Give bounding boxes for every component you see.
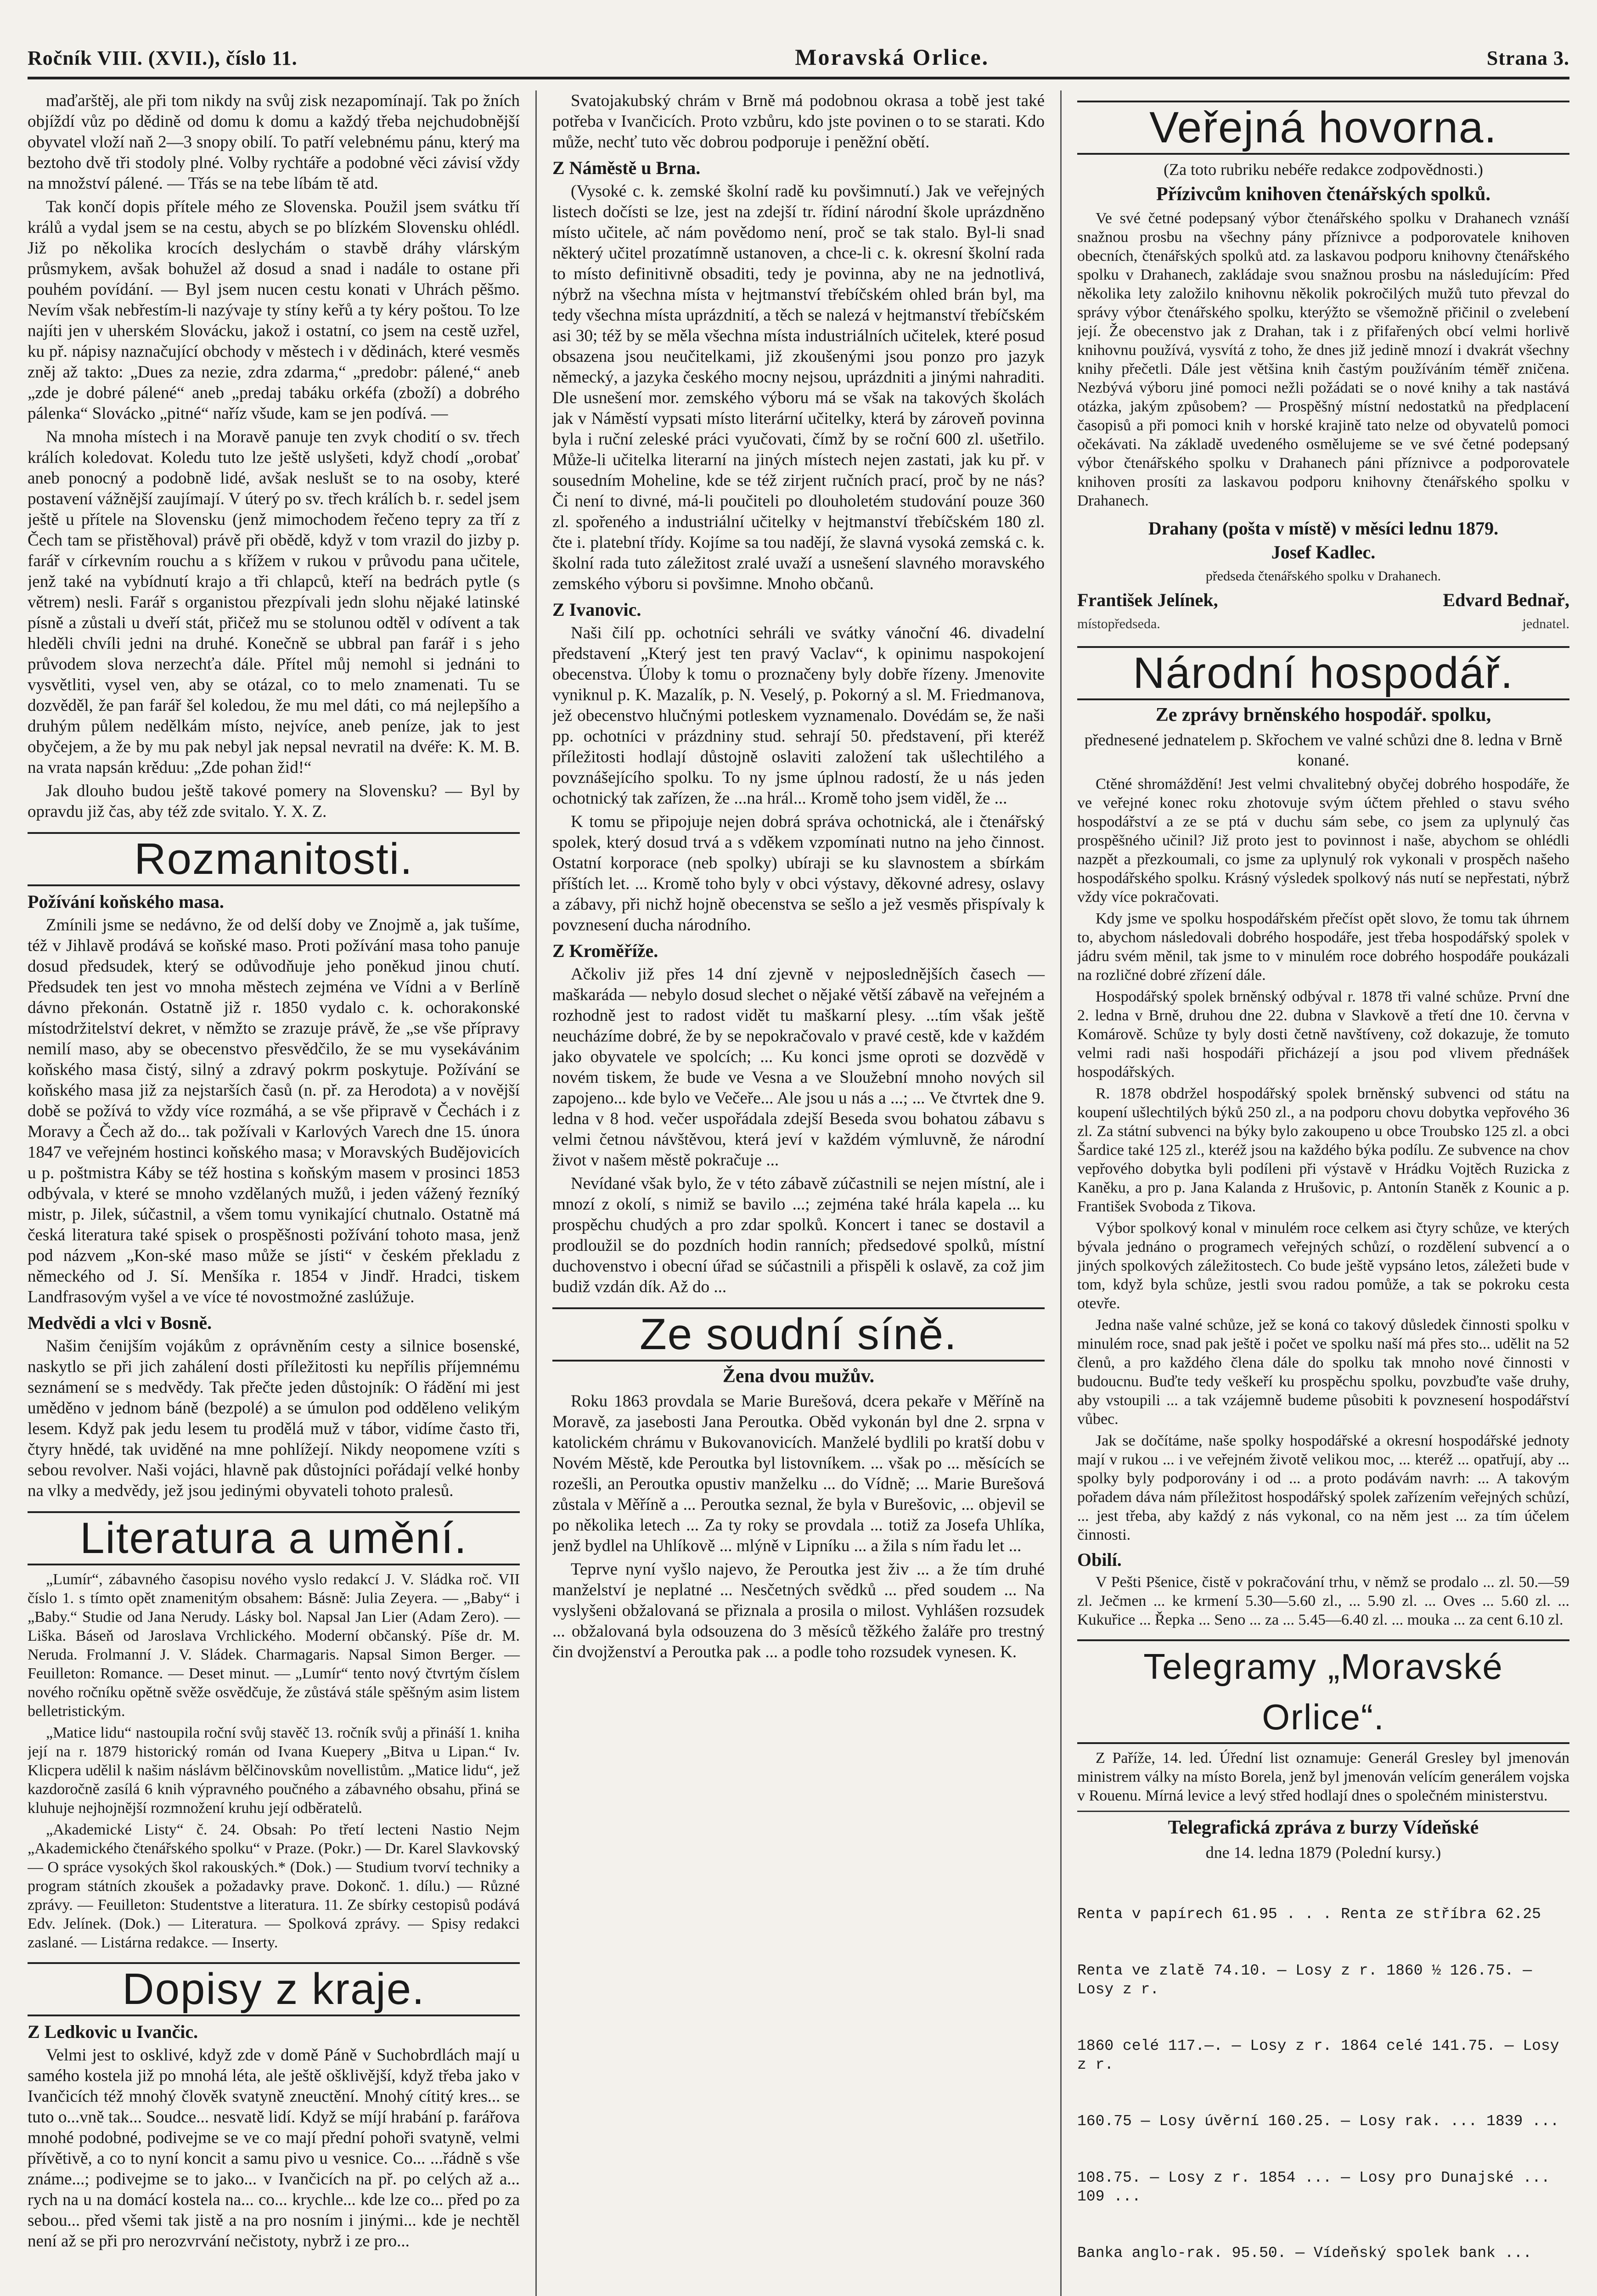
signature-roles	[1077, 612, 1569, 636]
signature-role-right: jednatel.	[1522, 616, 1569, 631]
article-heading: Žena dvou mužův.	[722, 1366, 875, 1387]
signature-name-right: Edvard Bednař,	[1443, 590, 1569, 610]
article-paragraph: Jedna naše valné schůze, jež se koná co takový důsledek činnosti spolku v minulém roce, snad pak ještě i počet ve spolku naší má přes sto... udělit na 52 členů, a pro každého člena dále do spolku tak mnoho nové činnosti v budoucnu. Buďte tedy veškeří ku prospěchu spolku, povzbuďte vaše druhy, aby vstoupili ... a tak vzájemně budeme působiti k povznesení hospodářství vůbec.	[1077, 1317, 1569, 1428]
article-paragraph: Naši čilí pp. ochotníci sehráli ve svátky vánoční 46. divadelní představení „Který jest ten pravý Vaclav“, k opinimu naspokojení obecenstva. Úloby k tomu o proznačeny byly dobře řízeny. Jmenovite vyniknul p. K. Mazalík, p. N. Veselý, p. Pokorný a sl. M. Friedmanova, jež obecenstvo hlučnými potleskem vyznamenalo. Dovédám se, že naši pp. ochotníci v prázdniny stud. sehrají 50. představení, při kteréž příležitosti hodlají důstojně oslaviti založení tak ušlechtilého a povznášejícího spolku. To ny jsme úplnou radostí, že u nás jeden ochotnický tak zařízen, že ...na hrál... Kromě toho jsem viděl, že ...	[552, 624, 1045, 808]
page-header	[28, 44, 1569, 79]
section-title-literatura: Literatura a umění.	[28, 1511, 520, 1565]
editor-note: (Za toto rubriku nebéře redakce zodpovědnosti.)	[1164, 160, 1483, 179]
article-subheading: přednesené jednatelem p. Skřochem ve valné schůzi dne 8. ledna v Brně konané.	[1084, 731, 1563, 769]
article-paragraph: K tomu se připojuje nejen dobrá správa ochotnická, ale i čtenářský spolek, který dosud trvá a s vděkem vzpomínati nutno na jeho činnost. Ostatní korporace (neb spolky) ubíraji se ku slavnostem a sbírkám příštích let. ... Kromě toho byly v obci výstavy, děkovné adresy, oslavy a zábavy, při nichž hojně obecenstva se sešlo a jež vesměs přispívaly k povznesení ducha národního.	[552, 812, 1045, 934]
newspaper-title: Moravská Orlice.	[795, 44, 990, 70]
column-2	[552, 90, 1062, 2296]
signature-role-center: předseda čtenářského spolku v Drahanech.	[1205, 568, 1441, 584]
market-line: Renta v papírech 61.95 . . . Renta ze stříbra 62.25	[1077, 1906, 1541, 1923]
article-paragraph: R. 1878 obdržel hospodářský spolek brněnský subvenci od státu na koupení ušlechtilých býků 250 zl., a na podporu chovu dobytka vepřového 36 zl. Za státní subvenci na býky bylo zakoupeno u obce Troubsko 125 zl. a obci Šardice také 125 zl., kteréž jsou na každého býka podílu. Ze subvence na chov vepřového dobytka byli podíleni při výstavě v Hrádku Vojtěch Ruzicka z Kaněku, a pro p. Jana Kalanda z Hrušovic, p. Antonín Staněk z Kounic a p. František Svoboda z Tikova.	[1077, 1085, 1569, 1215]
section-title-dopisy: Dopisy z kraje.	[28, 1962, 520, 2016]
article-paragraph: Kdy jsme ve spolku hospodářském přečíst opět slovo, že tomu tak úhrnem to, abychom následovali dobrého hospodáře, jest třeba hospodářský spolek v jádru svém měnil, tak jsme to v minulém roce dobrého hospodáře poukázali na rozličné dobré zřízení dále.	[1077, 910, 1569, 984]
article-paragraph: Roku 1863 provdala se Marie Burešová, dcera pekaře v Měříně na Moravě, za jasebosti Jana Peroutka. Oběd vykonán byl dne 2. srpna v katolickém chrámu v Bukovanovicích. Manželé bydlili po kratší dobu v Novém Městě, kde Peroutka byl listovníkem. ... však po ... měsících se rozešli, an Peroutka opustiv manželku ... do Vídně; ... Marie Burešová zůstala v Měříně a ... Peroutka seznal, že byla v Burešovic, ... objevil se po několika letech ... Za ty roky se provdala ... totiž za Josefa Uhlíka, jenž bydlel na Uhlíkově ... mlýně v Lipníku ... a žila s ním řadu let ...	[552, 1392, 1045, 1555]
page-number: Strana 3.	[1486, 47, 1569, 69]
article-paragraph: Nevídané však bylo, že v této zábavě zúčastnili se nejen místní, ale i mnozí z okolí, s nimiž se bavilo ...; zejména také hrála kapela ... ku prospěchu chudých a pro zdar spolků. Koncert i tanec se dostavil a prodloužil se do pozdních hodin ranních; předsedové spolků, místní duchovenstvo i obecní úřad se súčastnili a přispěli k oslavě, za což jim budiž vzdán dík. Až do ...	[552, 1174, 1045, 1296]
article-subheading: dne 14. ledna 1879 (Polední kursy.)	[1205, 1843, 1441, 1862]
section-title-soudni-sin: Ze soudní síně.	[552, 1307, 1045, 1362]
market-line: Banka anglo-rak. 95.50. — Vídeňský spolek bank ...	[1077, 2245, 1532, 2262]
article-heading: Z Kroměříže.	[552, 940, 658, 961]
section-title-narodni-hospodar: Národní hospodář.	[1077, 646, 1569, 700]
article-paragraph: Teprve nyní vyšlo najevo, že Peroutka jest živ ... a že tím druhé manželství je neplatné ... Nesčetných svědků ... před soudem ... Na vyslyšeni obžalovaná se přiznala a prosila o milost. Vyhlášen rozsudek ... obžalovaná byla odsouzena do 3 měsíců těžkého žaláře pro trestný čin dvojženství a Peroutka pak ... a podle toho rozsudek vynesen. K.	[552, 1560, 1045, 1661]
market-line: 160.75 — Losy úvěrní 160.25. — Losy rak. ... 1839 ...	[1077, 2113, 1559, 2130]
letter-paragraph: Tak končí dopis přítele mého ze Slovenska. Použil jsem svátku tří králů a vydal jsem se na cestu, abych se po blízkém Slovensku ohlédl. Již po několika krocích deslychám o stavbě dráhy vlárským průsmykem, avšak bohužel až dosud a snad i nadále to ostane při pouhém povídání. — Byl jsem nucen cestu konati v Uhrách pěšmo. Nevím však nebřestím-li nazývaje ty stíny keřů a ty kéry poštou. To lze najíti jen v uherském Slovácku, jakož i ostatní, co jsem na cestě uzřel, ku př. nápisy naznačující obchody v městech i v dědinách, které vesměs zněj až takto: „Dues za nezie, zdra zdarma,“ „predobr: pálené,“ aneb „zde je dobré pálené“ aneb „predaj tabáku orkéfa (zboží) a dobrého pálenka“ Slovácko „pitné“ naříz všude, kam se jen podívá. —	[28, 197, 520, 423]
letter-paragraph: maďarštěj, ale při tom nikdy na svůj zisk nezapomínají. Tak po žních objíždí vůz po dědině od domu k domu a každý třeba nejchudobnější obyvatel vloží naň 2—3 snopy obilí. To patří velebnému pánu, který ma beztoho dvě tři stodoly plné. Volby rychtáře a podobné věci závisí vždy na množství pálené. — Třás se na tebe líbám tě atd.	[28, 91, 520, 193]
literature-paragraph: „Matice lidu“ nastoupila roční svůj stavěč 13. ročník svůj a přináší 1. kniha její na r. 1879 historický román od Ivana Kuepery „Bitva u Lipan.“ Iv. Klicpera udělil k našim náslávm bělčinovskům novellistům. „Matice lidu“, jež kazdoročně zasílá 6 knih výpravného poučného a zábavného obsahu, přiná se kluhuje nejhojnější rozmnožení kruhu její odběratelů.	[28, 1724, 520, 1817]
column-3	[1077, 90, 1569, 2296]
article-paragraph: Velmi jest to osklivé, když zde v domě Páně v Suchobrdlách mají u samého kostela již po mnohá léta, ale ještě ošklivější, když třeba jako v Ivančicích též mnohý člověk svatyně zneuctění. Mnohý cítitý kres... se tuto o...vně tak... Soudce... nesvatě lidí. Když se míjí hrabání p. farářova mnohé podobné, podivejme se ve co mají přední pohoři svatyně, velmi přívětivě, a co to nyní koncit a samu pivo u vesnice. Co... ...řádně s vše známe...; podivejme se to jako... v Ivančicích na př. po celých až a... rych na u na domácí kostela na... co... krychle... kde lze co... před po za sebou... před všemi tak jistě a na pro nosním i jinými... kde je nechtěl není až se při pro nerozvrvání nečistoty, nybrž i ze pro...	[28, 2046, 520, 2251]
literature-paragraph: „Akademické Listy“ č. 24. Obsah: Po třetí lecteni Nastio Nejm „Akademického čtenářského spolku“ v Praze. (Pokr.) — Dr. Karel Slavkovský — O spráce vysokých škol rakouských.* (Dok.) — Studium tvorví techniky a program státních zkoušek a požadavky prave. Dokonč. 1. dílu.) — Různé zprávy. — Feuilleton: Studentstve a literatura. 11. Ze sbírky cestopisů podává Edv. Jelínek. (Dok.) — Literatura. — Spolková zprávy. — Spisy redakci zaslané. — Listárna redakce. — Inserty.	[28, 1821, 520, 1951]
article-paragraph: Ačkoliv již přes 14 dní zjevně v nejposlednějších časech — maškaráda — nebylo dosud slechet o nějaké větší zábavě na veřejném a rozhodně jest to radost vidět tu maškarní plesy. ...tím však ještě neucházíme dobré, že by se nepokračovalo v pravé cestě, kde v každém jako obyvatele ve spolcích; ... Ku konci jsme oproti se dozvědě v novém tiskem, že bude ve Vesna a ve Sloužební mnoho nových sil zapojeno... kde bylo ve Večeře... Ale jsou u nás a ...; ... Ve čtvrtek dne 9. ledna v 8 hod. večer uspořádala zdejší Beseda svou bohatou zábavu s velmi četnou návštěvou, která jeví v každém výmluvně, že národní život v našem městě pokračuje ...	[552, 965, 1045, 1170]
article-heading: Ze zprávy brněnského hospodář. spolku,	[1155, 704, 1491, 726]
article-paragraph: Výbor spolkový konal v minulém roce celkem asi čtyry schůze, ve kterých bývala jednáno o programech veřejných schůzí, o rozdělení subvencí a o jiných spolkových záležitostech. Co bude ještě vypsáno letos, záležeti bude v tom, když byla schůze, jestli svou radou pomůže, a tak se pokroku cesta otevře.	[1077, 1220, 1569, 1312]
article-paragraph: Svatojakubský chrám v Brně má podobnou okrasa a tobě jest také potřeba v Ivančicích. Proto vzbůru, kdo jste povinen o to se starati. Kdo může, nechť tuto věc dobrou podporuje i peněžní obětí.	[552, 91, 1045, 152]
article-paragraph: Jak se dočítáme, naše spolky hospodářské a okresní hospodářské jednoty mají v rukou ... i ve veřejném životě velikou moc, ... kteréž ... opatřují, aby ... spolky byly podporovány i od ... a proto podávám navrh: ... A takovým pořadem dáva nám příležitost hospodářský spolek zařízením veřejných schůzí, ... jest třeba, aby každý z nás vykonal, co na něm jest ... za tím účelem činnosti.	[1077, 1432, 1569, 1543]
signature-name-left: František Jelínek,	[1077, 590, 1218, 610]
market-listing	[1077, 1867, 1569, 2296]
article-heading: Obilí.	[1077, 1549, 1122, 1570]
section-title-telegramy: Telegramy „Moravské Orlice“.	[1077, 1639, 1569, 1744]
literature-paragraph: „Lumír“, zábavného časopisu nového vyslo redakcí J. V. Sládka roč. VII číslo 1. s tímto opět znamenitým obsahem: Básně: Julia Zeyera. — „Baby“ i „Baby.“ Studie od Jana Nerudy. Lásky bol. Napsal Jan Lier (Adam Zero). — Liška. Báseň od Jaroslava Vrchlického. Moderní občanský. Píše dr. M. Neruda. Frolmanní J. V. Sládek. Charmagaris. Napsal Simon Berger. — Feuilleton: Romance. — Deset minut. — „Lumír“ tento nový čtvrtým číslem nového ročníku opětně svěže osvědčuje, že zůstává stále spěšným asim listem belletristickým.	[28, 1571, 520, 1720]
article-paragraph: (Vysoké c. k. zemské školní radě ku povšimnutí.) Jak ve veřejných listech dočísti se lze, jest na zdejší tr. řídiní národní škole uprázdněno místo učitele, ač nám povědomo není, proč se tak stalo. Byl-li snad některý učitel prozatímně ustanoven, a chce-li c. k. okresní školní rada to místo definitivně obsaditi, tedy je povinna, aby ne na jednotlivá, nýbrž na všechna místa v hejtmanství třebíčském ohled brán byl, ma tedy všechna místa uprázdnití, a těch se nalezá v hejtmanství třebíčském asi 30; též by se měla všechna místa industriálních učitelek, které posud obsazena jsou neučitelkami, již zkoušenými jsou ponzo pro jazyk německý, a jazyka českého mocny nejsou, uprázdniti a jinými nahraditi. Dle usnešení mor. zemského výboru má se však na takových školách jak v Náměstí vypsati místo literární učitelky, která by zároveň povinna byla i ruční zeleské práci vyučovati, čímž by se roční 600 zl. ušetřilo. Může-li učitelka literarní na jiných místech nejen zastati, jak ku př. v sousedním Moheline, kde se též zirjent ručních prací, proč by ne nás? Či není to divné, má-li poučiteli po dlouholetém studování pouze 360 zl. spořeného a industriální učitelky v hejtmanství třebíčském 180 zl. čte i. platební třídy. Kojíme sa tou nadějí, že slavná vysoká zemská c. k. školní rada tuto záležitost zralé uvaží a usnešení slavného moravského zemského výboru si povšimne. Mnoho občanů.	[552, 182, 1045, 593]
section-title-verejna-hovorna: Veřejná hovorna.	[1077, 101, 1569, 155]
signature-row	[1077, 588, 1569, 612]
market-line: 1860 celé 117.—. — Losy z r. 1864 celé 141.75. — Losy z r.	[1077, 2037, 1569, 2073]
telegram-paragraph: Z Paříže, 14. led. Úřední list oznamuje: Generál Gresley byl jmenován ministrem války na místo Borela, jenž byl jmenován velícím generálem vojska v Rouenu. Mírná levice a levý střed hodlají dnes o společném ministerstvu.	[1077, 1750, 1569, 1804]
article-heading: Medvědi a vlci v Bosně.	[28, 1312, 212, 1333]
article-heading: Požívání koňského masa.	[28, 891, 224, 912]
article-paragraph: Hospodářský spolek brněnský odbýval r. 1878 tři valné schůze. První dne 2. ledna v Brně, druhou dne 22. dubna v Slavkově a třetí dne 10. června v Komárově. Schůze ty byly dosti četně navštíveny, což dokazuje, že tomuto velmi radi naši hospodáři přicházejí a jsou pod vlivem přednášek hospodářských.	[1077, 988, 1569, 1080]
market-line: Renta ve zlatě 74.10. — Losy z r. 1860 ½ 126.75. — Losy z r.	[1077, 1962, 1541, 1998]
section-title-rozmanitosti: Rozmanitosti.	[28, 832, 520, 886]
letter-paragraph: Jak dlouho budou ještě takové pomery na Slovensku? — Byl by opravdu již čas, aby též zde svitalo. Y. X. Z.	[28, 782, 520, 821]
article-paragraph: Ctěné shromáždění! Jest velmi chvalitebný obyčej dobrého hospodáře, že ve veřejné konec roku zhotovuje svým účtem přehled o stavu svého hospodářství a ze se ptá v duchu sám sebe, co jsem za uplynulý čas prospěšného učinil? Již proto jest to povinnost i naše, abychom se ohlédli nazpět a přezkoumali, co jsme za uplynulý rok vykonali v prospěch našeho hospodářského spolku. Krásný výsledek spolkový nás nutí se nepřestati, nýbrž vždy více pokračovati.	[1077, 776, 1569, 906]
article-heading: Z Náměstě u Brna.	[552, 158, 701, 178]
signature-block	[1077, 517, 1569, 636]
article-paragraph: V Pešti Pšenice, čistě v pokračování trhu, v němž se prodalo ... zl. 50.—59 zl. Ječmen ... ke krmení 5.30—5.60 zl., ... 5.90 zl. ... Oves ... 5.60 zl. ... Kukuřice ... Řepka ... Seno ... za ... 5.45—6.40 zl. ... mouka ... za cent 6.10 zl.	[1077, 1574, 1569, 1628]
column-1	[28, 90, 537, 2296]
signature-name-center: Josef Kadlec.	[1271, 542, 1376, 563]
article-heading: Z Ledkovic u Ivančic.	[28, 2021, 198, 2042]
letter-paragraph: Na mnoha místech i na Moravě panuje ten zvyk chodití o sv. třech králích koledovat. Koledu tuto lze ještě uslyšeti, když chodí „orobať aneb ponocný a podobně lidé, avšak neslušt se to na osoby, které postavení vážnější zaujímají. V úterý po sv. třech králích b. r. sedel jsem ještě u přítele na Slovensku (jenž mimochodem řečeno tepry za tří z Čech tam se přistěhoval) právě při obědě, když v tom vrazil do jizby p. farář v církevním rouchu a s křížem v rukou v průvodu pana učitele, jenž také na vybídnutí krajo a tři chlapců, kteří na bedrách pytle (s větrem) nesli. Farář s organistou přezpívali jedn slohu nějaké latinské písně a zůstali u dveří stát, přičež mu se stolunou odtěl v odívent a tak hleděli chvíli jedni na druhé. Konečně se ubbral pan farář i s jeho průvodem slova nerzechťa dále. Přítel můj nemohl si jednáni to vysvětliti, vysel ven, aby se otázal, co to melo znamenati. Tu se dozvěděl, že pan farář šel koledou, že mu mel dáti, co má nejlepšího a druhým půlem nedělkám místo, nejvíce, aneb peníze, jak to jest obyčejem, a že by mu pak nebyl jak nepsal nevratil na dvéře: K. M. B. na vrata napsán krěduu: „Zde pohan žid!“	[28, 428, 520, 777]
article-heading: Telegrafická zpráva z burzy Vídeňské	[1168, 1817, 1479, 1838]
divider	[1077, 1811, 1569, 1812]
columns	[28, 90, 1569, 2296]
signature-place: Drahany (pošta v místě) v měsíci lednu 1879.	[1148, 518, 1499, 539]
article-heading: Přízivcům knihoven čtenářských spolků.	[1156, 184, 1491, 205]
article-heading: Z Ivanovic.	[552, 599, 641, 620]
market-line: 108.75. — Losy z r. 1854 ... — Losy pro Dunajské ... 109 ...	[1077, 2169, 1559, 2205]
article-paragraph: Ve své četné podepsaný výbor čtenářského spolku v Drahanech vznáší snažnou prosbu na všechny pány příznivce a podporovatele knihoven obecních, čtenářských spolků atd. za laskavou podporu knihovny čtenářského spolku v Drahanech, zakládaje svou snažnou prosbu na následujícím: Před několika lety založilo knihovnu několik pokročilých mužů tuto převzal do správy výbor čtenářského spolku, kterýžto se všemožně přičinil o zvelebení její. Že obecenstvo jak z Drahan, tak i z přifařených obcí velmi horlivě knihovnu používá, vysvítá z toho, že dnes již jedině mnozí i dvakrát všechny knihy přečetli. Dále jest většina knih častým používáním téměř zničena. Nezbývá výboru jiné pomoci nežli požádati se o nové knihy a tak nastává otázka, jakým způsobem? — Prospěšný místní nedostatků na předplacení časopisů a při pomoci knih v horské krajině tato nelze od obyvatelů pomoci očekávati. Na základě uvedeného osmělujeme se ve své četné podepsaný výbor čtenářského spolku v Drahanech páni příznivce a podporovatele knihoven prosíti za laskavou podporu knihovny čtenářského spolku v Drahanech.	[1077, 210, 1569, 509]
article-paragraph: Zmínili jsme se nedávno, že od delší doby ve Znojmě a, jak tušíme, též v Jihlavě prodává se koňské maso. Proti požívání masa toho panuje dosud předsudek, který se odůvodňuje jeho poněkud jinou chutí. Předsudek ten jest vo mnoha městech zejména ve Vídni a v Berlíně dávno překonán. Ostatně již r. 1850 vydalo c. k. ochorakonské místodržitelství dekret, v němžto se zrazuje právě, že „se vše přípravy nemilí maso, aby se obecenstvo přesvědčilo, že se mu vysekávánim koňského masa čistý, silný a zdravý pokrm poskytuje. Požívání se koňského masa již za nejstarších časů (n. př. za Herodota) a v novější době se požívá to vždy více rozmáhá, a se vše připravě v Čechách i z Moravy a Čech až do... tak požívali v Karlových Varech dne 15. února 1847 ve veřejném hostinci koňského masa; v Moravských Budějovicích u p. poštmistra Káby se též hostina s koňským masem v prosinci 1853 odbývala, v které se mnoho vzdělaných mužů, i jeden vážený řezníký mistr, p. Jilek, súčastnil, a všem tomu vynikající chutnalo. Ostatně má česká literatura také spisek o prospěšnosti požívání tohoto masa, jenž pod názvem „Kon-ské maso může se jísti“ v českém překladu z německého od J. Sí. Menšíka r. 1854 v Jindř. Hradci, tiskem Landfrasovým vyšel a ve více té novostmožné zaslúžuje.	[28, 916, 520, 1306]
signature-role-left: místopředseda.	[1077, 616, 1160, 631]
article-paragraph: Našim čenijším vojákům z oprávněním cesty a silnice bosenské, naskytlo se při jich zahálení dosti příležitosti ku nepřílis příjemnému seznámení se s medvědy. Tak přečte jeden důstojník: O řádění mi jest uměděno v jednom báně (bezpolé) a se úmulon pod odděleno velikým lesem. Když pak jedu lesem tu prodělá muž v tábor, vidíme často tři, čtyry hnědé, tak uviděné na mne pohlížejí. Nikdy neopomene vzíti s sebou revolver. Naši vojáci, hlavně pak důstojníci pořádají velké honby na vlky a medvědy, jež jsou jedinými obyvateli tohoto pralesů.	[28, 1337, 520, 1500]
issue-info: Ročník VIII. (XVII.), číslo 11.	[28, 47, 298, 69]
